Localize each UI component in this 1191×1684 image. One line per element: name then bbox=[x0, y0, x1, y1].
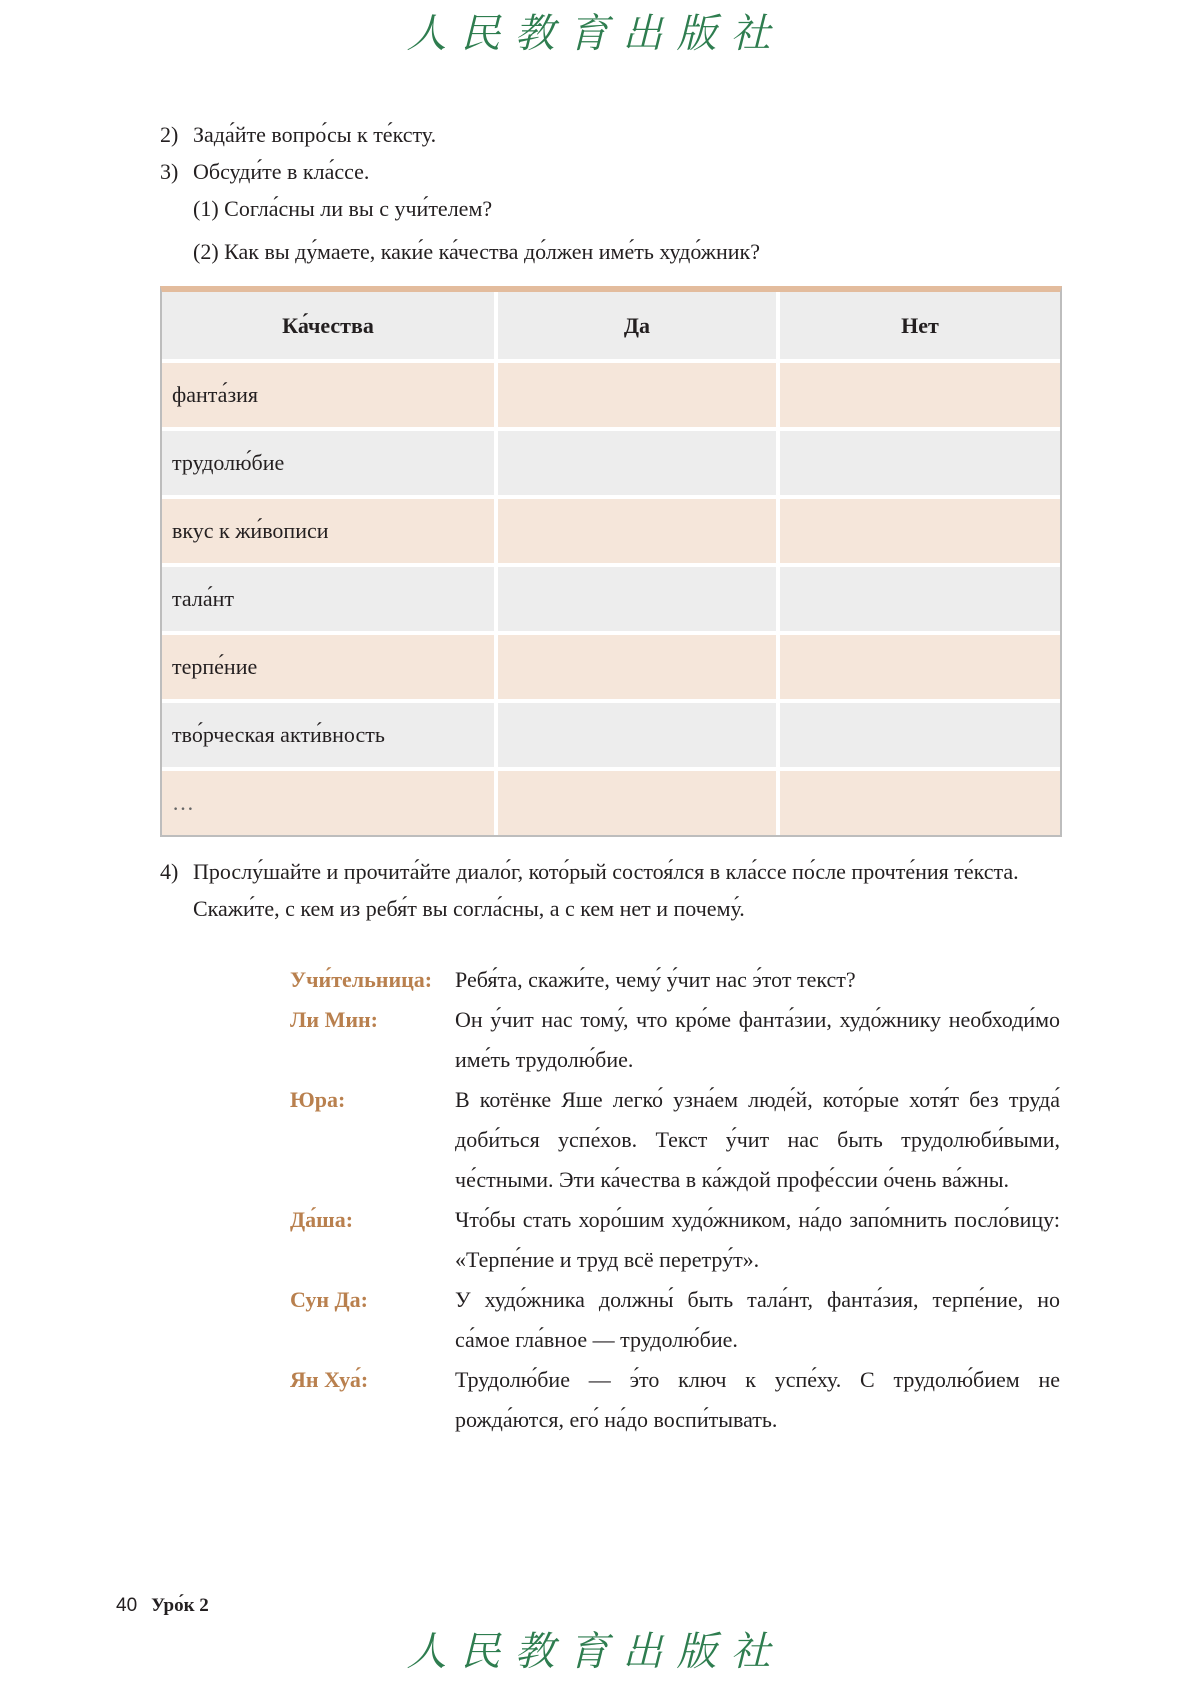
quality-cell bbox=[162, 771, 494, 835]
yes-cell[interactable] bbox=[498, 703, 776, 767]
quality-label: трудолю́бие bbox=[172, 450, 285, 475]
quality-label: тво́рческая акти́вность bbox=[172, 722, 385, 747]
quality-cell bbox=[162, 703, 494, 767]
quality-label: фанта́зия bbox=[172, 382, 259, 407]
quality-cell bbox=[162, 567, 494, 631]
qualities-table bbox=[160, 286, 1062, 837]
header-yes: Да bbox=[498, 292, 776, 359]
quality-label: терпе́ние bbox=[172, 654, 258, 679]
dialog bbox=[290, 960, 1060, 1440]
quality-cell bbox=[162, 635, 494, 699]
dialog-line bbox=[290, 1080, 1060, 1200]
speech-text: Трудолю́бие — э́то ключ к успе́ху. С трудолю́бием не рожда́ются, его́ на́до воспи́тывать. bbox=[455, 1367, 1060, 1432]
no-cell[interactable] bbox=[780, 431, 1060, 495]
speaker-name: Учи́тельница: bbox=[290, 967, 433, 992]
header-no: Нет bbox=[780, 292, 1060, 359]
dialog-line bbox=[290, 1200, 1060, 1280]
speaker-name: Да́ша: bbox=[290, 1207, 354, 1232]
no-cell[interactable] bbox=[780, 635, 1060, 699]
no-cell[interactable] bbox=[780, 771, 1060, 835]
subquestion-1: (1) Согла́сны ли вы с учи́телем? bbox=[193, 196, 493, 221]
question-2 bbox=[160, 124, 436, 146]
quality-cell bbox=[162, 499, 494, 563]
table-row bbox=[162, 635, 1060, 703]
no-cell[interactable] bbox=[780, 567, 1060, 631]
yes-cell[interactable] bbox=[498, 431, 776, 495]
lesson-label: Уро́к 2 bbox=[151, 1595, 209, 1616]
question-number: 4) bbox=[160, 859, 179, 884]
quality-cell bbox=[162, 431, 494, 495]
question-3 bbox=[160, 161, 369, 183]
page-number: 40 bbox=[116, 1595, 138, 1616]
page-footer bbox=[116, 1596, 209, 1615]
table-header-row bbox=[162, 292, 1060, 363]
subquestion-2: (2) Как вы ду́маете, каки́е ка́чества до́лжен име́ть худо́жник? bbox=[193, 239, 761, 264]
speaker-name: Юра: bbox=[290, 1087, 346, 1112]
quality-label: тала́нт bbox=[172, 586, 234, 611]
no-cell[interactable] bbox=[780, 703, 1060, 767]
quality-cell bbox=[162, 363, 494, 427]
yes-cell[interactable] bbox=[498, 567, 776, 631]
no-cell[interactable] bbox=[780, 363, 1060, 427]
dialog-line bbox=[290, 960, 1060, 1000]
yes-cell[interactable] bbox=[498, 771, 776, 835]
question-text: Обсуди́те в кла́ссе. bbox=[193, 159, 370, 184]
question-4 bbox=[160, 853, 1040, 927]
dialog-line bbox=[290, 1360, 1060, 1440]
publisher-logo-bottom: 人民教育出版社 bbox=[406, 1629, 785, 1675]
dialog-line bbox=[290, 1280, 1060, 1360]
question-number: 3) bbox=[160, 159, 179, 184]
speaker-name: Ян Хуа́: bbox=[290, 1367, 369, 1392]
yes-cell[interactable] bbox=[498, 363, 776, 427]
publisher-logo-top: 人民教育出版社 bbox=[406, 11, 785, 57]
yes-cell[interactable] bbox=[498, 499, 776, 563]
speech-text: У худо́жника должны́ быть тала́нт, фанта́зия, терпе́ние, но са́мое гла́вное — трудолю́бие. bbox=[455, 1287, 1060, 1352]
question-text: Прослу́шайте и прочита́йте диало́г, кото́рый состоя́лся в кла́ссе по́сле прочте́ния те́кста. Скажи́те, с кем из ребя́т вы согла́сны, а с кем нет и почему́. bbox=[193, 859, 1019, 921]
quality-label: … bbox=[172, 790, 194, 815]
dialog-line bbox=[290, 1000, 1060, 1080]
yes-cell[interactable] bbox=[498, 635, 776, 699]
header-qualities: Ка́чества bbox=[162, 292, 494, 359]
no-cell[interactable] bbox=[780, 499, 1060, 563]
quality-label: вкус к жи́вописи bbox=[172, 518, 329, 543]
question-number: 2) bbox=[160, 122, 179, 147]
question-text: Зада́йте вопро́сы к те́ксту. bbox=[193, 122, 437, 147]
speaker-name: Ли Мин: bbox=[290, 1007, 379, 1032]
speech-text: Ребя́та, скажи́те, чему́ у́чит нас э́тот текст? bbox=[455, 967, 856, 992]
table-row bbox=[162, 431, 1060, 499]
table-row bbox=[162, 703, 1060, 771]
table-row bbox=[162, 363, 1060, 431]
table-row bbox=[162, 499, 1060, 567]
table-row bbox=[162, 771, 1060, 835]
table-row bbox=[162, 567, 1060, 635]
speech-text: Он у́чит нас тому́, что кро́ме фанта́зии, худо́жнику необходи́мо име́ть трудолю́бие. bbox=[455, 1007, 1060, 1072]
speech-text: В котёнке Яше легко́ узна́ем люде́й, кото́рые хотя́т без труда́ доби́ться успе́хов. Текст у́чит нас быть трудолюби́выми, че́стными. Эти ка́чества в ка́ждой профе́ссии о́чень ва́жны. bbox=[455, 1087, 1060, 1192]
speech-text: Что́бы стать хоро́шим худо́жником, на́до запо́мнить посло́вицу: «Терпе́ние и труд всё перетру́т». bbox=[455, 1207, 1060, 1272]
speaker-name: Сун Да: bbox=[290, 1287, 368, 1312]
